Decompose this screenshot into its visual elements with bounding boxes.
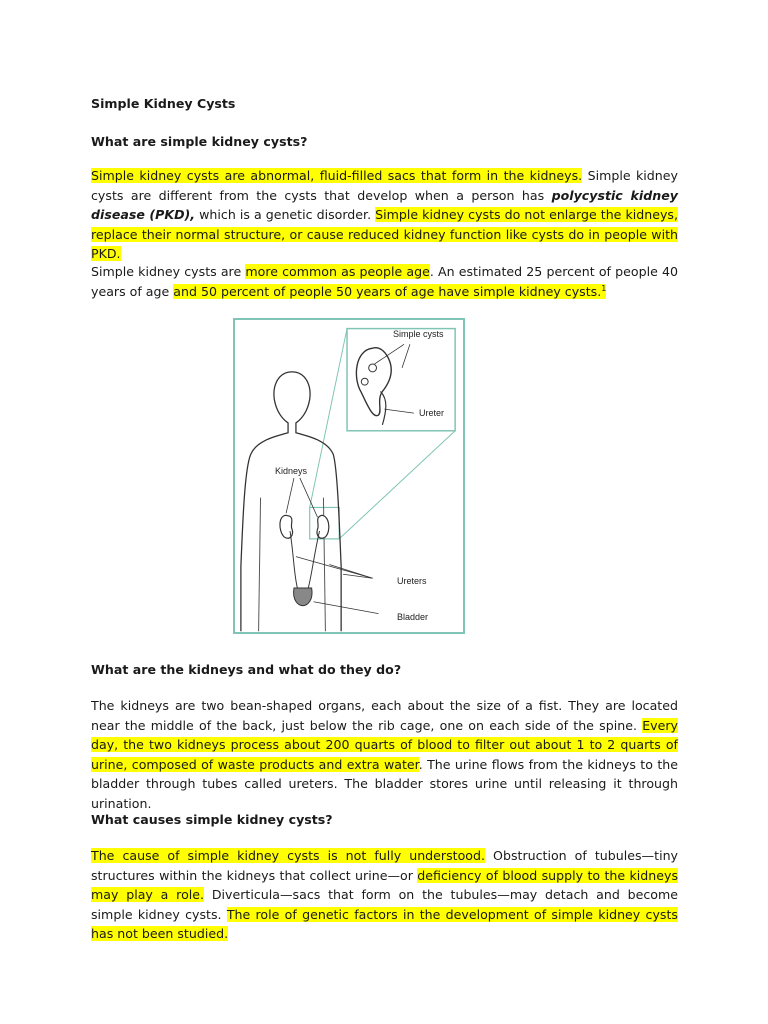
body-text: which is a genetic disorder. bbox=[195, 207, 376, 222]
bladder-label: Bladder bbox=[397, 612, 429, 622]
ureters-label: Ureters bbox=[397, 576, 427, 586]
section3-paragraph1 bbox=[91, 846, 678, 944]
ureter-label: Ureter bbox=[419, 408, 445, 418]
footnote-marker: 1 bbox=[601, 283, 607, 293]
section2-paragraph1 bbox=[91, 696, 678, 813]
highlight-text bbox=[173, 284, 606, 299]
section1-heading: What are simple kidney cysts? bbox=[91, 134, 308, 149]
highlight-text-inner: and 50 percent of people 50 years of age have simple kidney cysts. bbox=[173, 283, 602, 299]
body-text: . The urine flows from the kidneys to the bladder through tubes called ureters. The bladder stores urine until releasing it through urination. bbox=[91, 756, 678, 811]
highlight-text: more common as people age bbox=[245, 264, 430, 279]
body-text: Simple kidney cysts are bbox=[91, 264, 246, 279]
body-text: Simple kidney cysts are different from the cysts that develop when a person has bbox=[91, 168, 678, 203]
highlight-text: Simple kidney cysts are abnormal, fluid-filled sacs that form in the kidneys. bbox=[91, 168, 583, 183]
simple-cysts-label: Simple cysts bbox=[393, 329, 444, 339]
kidney-anatomy-drawing bbox=[235, 320, 463, 632]
kidney-illustration bbox=[233, 318, 465, 634]
highlight-text: The role of genetic factors in the development of simple kidney cysts has not been studied. bbox=[91, 906, 678, 941]
body-text: Obstruction of tubules—tiny structures within the kidneys that collect urine—or bbox=[91, 848, 679, 883]
highlight-text: deficiency of blood supply to the kidneys may play a role. bbox=[91, 867, 679, 902]
body-text: Diverticula—sacs that form on the tubules—may detach and become simple kidney cysts. bbox=[91, 887, 678, 922]
emphasis-text: polycystic kidney disease (PKD), bbox=[91, 187, 678, 222]
body-text: The kidneys are two bean-shaped organs, each about the size of a fist. They are located near the middle of the back, just below the rib cage, one on each side of the spine. bbox=[91, 698, 678, 733]
highlight-text: Every day, the two kidneys process about 200 quarts of blood to filter out about 1 to 2 quarts of urine, composed of waste products and extra water bbox=[91, 717, 678, 772]
kidneys-label: Kidneys bbox=[275, 466, 308, 476]
section1-paragraph1 bbox=[91, 166, 678, 264]
highlight-text: Simple kidney cysts do not enlarge the kidneys, replace their normal structure, or cause reduced kidney function like cysts do in people with PKD. bbox=[91, 207, 678, 261]
section1-paragraph2 bbox=[91, 262, 678, 301]
document-title: Simple Kidney Cysts bbox=[91, 96, 236, 111]
section2-heading: What are the kidneys and what do they do? bbox=[91, 662, 402, 677]
body-text: . An estimated 25 percent of people 40 years of age bbox=[91, 264, 678, 299]
section3-heading: What causes simple kidney cysts? bbox=[91, 812, 333, 827]
highlight-text: The cause of simple kidney cysts is not fully understood. bbox=[91, 848, 486, 863]
